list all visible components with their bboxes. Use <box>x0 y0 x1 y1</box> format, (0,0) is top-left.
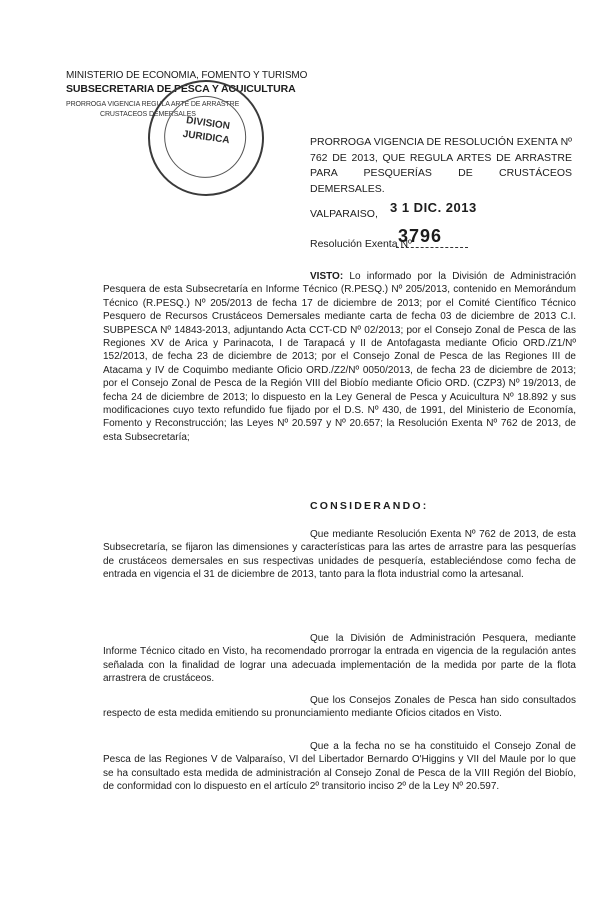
resolution-label: Resolución Exenta Nº <box>310 238 412 250</box>
resolution-title: PRORROGA VIGENCIA DE RESOLUCIÓN EXENTA Nº 762 DE 2013, QUE REGULA ARTES DE ARRASTRE PARA PESQUERÍAS DE CRUSTÁCEOS DEMERSALES. <box>310 136 572 195</box>
stamp-line-1: DIVISION <box>185 115 231 133</box>
considerando-text-4: Que a la fecha no se ha constituido el Consejo Zonal de Pesca de las Regiones V de Valparaíso, VI del Libertador Bernardo O'Higgins y VII del Maule por lo que se ha consultado esta medida de administración al Consejo Zonal de Pesca de la VIII Región del Biobío, de conformidad con lo dispuesto en el artículo 2º transitorio inciso 2º de la Ley Nº 20.597. <box>103 741 576 793</box>
considerando-paragraph-4 <box>103 740 576 794</box>
considerando-paragraph-1 <box>103 528 576 582</box>
considerando-paragraph-2 <box>103 632 576 686</box>
visto-paragraph <box>103 270 576 444</box>
considerando-text-3: Que los Consejos Zonales de Pesca han sido consultados respecto de esta medida emitiendo su pronunciamiento mediante Oficios citados en Visto. <box>103 695 576 720</box>
considerando-text-2: Que la División de Administración Pesquera, mediante Informe Técnico citado en Visto, ha recomendado prorrogar la entrada en vigencia de la regulación antes señalada con la finalidad de lograr una adecuada implementación de la medida por parte de la flota arrastrera de crustáceos. <box>103 633 576 685</box>
considerando-paragraph-3 <box>103 694 576 721</box>
considerando-text-1: Que mediante Resolución Exenta Nº 762 de 2013, de esta Subsecretaría, se fijaron las dimensiones y características para las artes de arrastre para las pesquerías de crustáceos demersales en sus respectivas unidades de pesquería, estableciéndose como fecha de entrada en vigencia el 31 de diciembre de 2013, tanto para la flota industrial como la artesanal. <box>103 529 576 581</box>
considerando-heading: CONSIDERANDO: <box>310 500 429 512</box>
resolution-date: 3 1 DIC. 2013 <box>390 200 477 215</box>
ministry-name: MINISTERIO DE ECONOMIA, FOMENTO Y TURISMO <box>66 70 308 81</box>
place-label: VALPARAISO, <box>310 208 378 220</box>
visto-lead: VISTO: <box>310 271 344 282</box>
visto-text: Lo informado por la División de Administración Pesquera de esta Subsecretaría en Informe Técnico (R.PESQ.) Nº 205/2013, contenido en Memorándum Técnico (R.PESQ.) Nº 205/2013 de fecha 17 de diciembre de 2013; por el Comité Científico Técnico Pesquero de Recursos Crustáceos Demersales mediante carta de fecha 03 de diciembre de 2013 C.I. SUBPESCA Nº 14843-2013, adjuntando Acta CCT-CD Nº 02/2013; por el Consejo Zonal de Pesca de las Regiones XV de Arica y Parinacota, I de Tarapacá y II de Antofagasta mediante Oficio ORD./Z1/Nº 152/2013, de fecha 23 de diciembre de 2013; por el Consejo Zonal de Pesca de las Regiones III de Atacama y IV de Coquimbo mediante Oficio ORD./Z2/Nº 0050/2013, de fecha 23 de diciembre de 2013; por el Consejo Zonal de Pesca de la Región VIII del Biobío mediante Oficio ORD. (CZP3) Nº 19/2013, de fecha 24 de diciembre de 2013; lo dispuesto en la Ley General de Pesca y Acuicultura Nº 18.892 y sus modificaciones cuyo texto refundido fue fijado por el D.S. Nº 430, de 1991, del Ministerio de Economía, Fomento y Reconstrucción; las Leyes Nº 20.597 y Nº 20.657; la Resolución Exenta Nº 762 de 2013, de esta Subsecretaría; <box>103 271 576 443</box>
stamp-line-2: JURIDICA <box>181 128 231 147</box>
reference-line-1: PRORROGA VIGENCIA REGULA ARTE DE ARRASTRE <box>66 101 240 108</box>
resolution-number: 3796 <box>398 226 443 246</box>
resolution-number-underline <box>396 247 468 248</box>
subsecretaria-name: SUBSECRETARIA DE PESCA Y ACUICULTURA <box>66 83 296 95</box>
reference-line-2: CRUSTACEOS DEMERSALES <box>100 111 196 118</box>
